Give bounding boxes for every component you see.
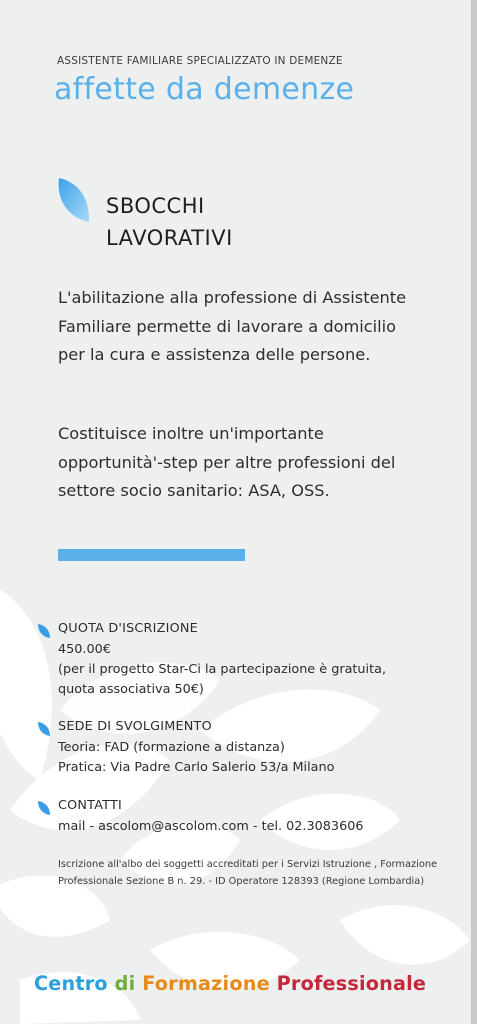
footer-word-di: di [107,972,143,995]
section-title [106,190,326,254]
info-line: 450.00€ [58,642,111,657]
contact-line[interactable]: mail - ascolom@ascolom.com - tel. 02.3083606 [58,819,364,834]
footer-word-formazione: Formazione [142,972,270,995]
info-contatti-label: CONTATTI [58,798,122,813]
info-line: Pratica: Via Padre Carlo Salerio 53/a Milano [58,760,335,775]
footer-brand [34,972,426,995]
leaf-bullet-icon [37,721,51,737]
info-sede-label: SEDE DI SVOLGIMENTO [58,719,212,734]
info-line: Teoria: FAD (formazione a distanza) [58,740,285,755]
career-paragraph-1: L'abilitazione alla professione di Assistente Familiare permette di lavorare a domicilio per la cura e assistenza delle persone. [58,288,407,364]
leaf-bullet-icon [37,800,51,816]
course-headline: affette da demenze [54,72,355,107]
accent-divider [58,549,245,561]
leaf-bullet-icon [37,623,51,639]
footer-word-professionale: Professionale [269,972,427,995]
section-title-line1: SBOCCHI [106,194,205,218]
info-quota-lines [58,640,386,700]
info-line: (per il progetto Star-Ci la partecipazione è gratuita, [58,662,387,677]
leaf-icon [56,176,92,224]
career-paragraph-2: Costituisce inoltre un'importante opportunità'-step per altre professioni del settore socio sanitario: ASA, OSS. [58,424,396,500]
info-quota-label: QUOTA D'ISCRIZIONE [58,621,198,636]
info-line: quota associativa 50€) [58,682,204,697]
info-contatti-lines [58,817,364,837]
info-sede-lines [58,738,334,778]
course-kicker: ASSISTENTE FAMILIARE SPECIALIZZATO IN DEMENZE [57,55,343,67]
accreditation-note: Iscrizione all'albo dei soggetti accreditati per i Servizi Istruzione , Formazione Professionale Sezione B n. 29. - ID Operatore 128393 (Regione Lombardia) [58,859,438,887]
section-title-line2: LAVORATIVI [106,226,233,250]
footer-word-centro: Centro [34,972,108,995]
page-edge [471,0,477,1024]
